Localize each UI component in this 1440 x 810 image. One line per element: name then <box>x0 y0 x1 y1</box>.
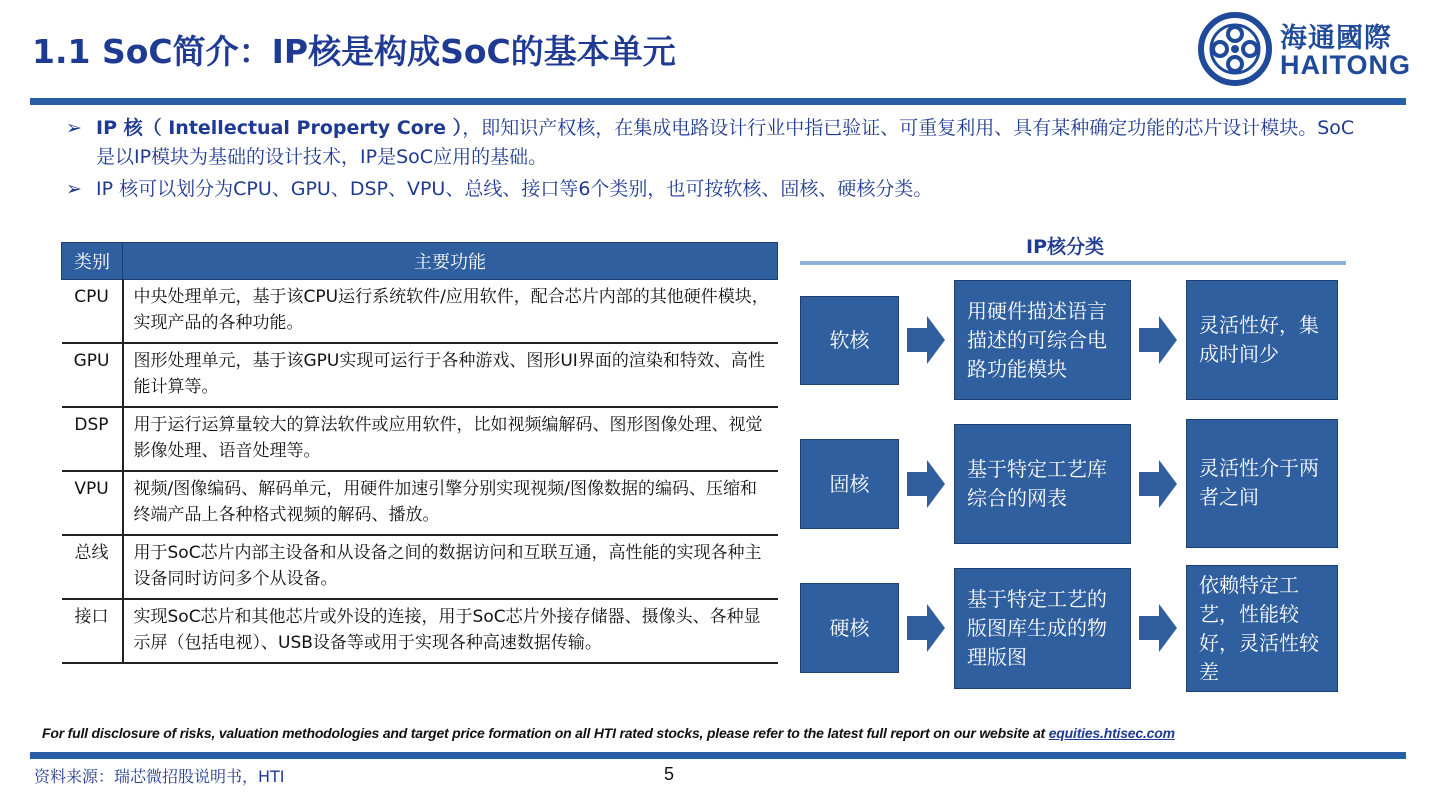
bullet-arrow-icon: ➢ <box>66 178 82 200</box>
table-row <box>62 599 778 663</box>
logo-text-cn: 海通國際 <box>1280 23 1392 54</box>
header-divider <box>30 98 1406 105</box>
table-row <box>62 535 778 599</box>
right-arrow-icon <box>907 604 945 652</box>
table-row <box>62 343 778 407</box>
ip-method-box: 用硬件描述语言描述的可综合电路功能模块 <box>954 280 1131 400</box>
ip-method-box: 基于特定工艺库综合的网表 <box>954 424 1131 544</box>
ip-trait-box: 灵活性介于两者之间 <box>1186 419 1338 548</box>
ip-type-box: 软核 <box>800 296 899 385</box>
ip-trait-box: 依赖特定工艺，性能较好，灵活性较差 <box>1186 565 1338 692</box>
disclaimer-text: For full disclosure of risks, valuation methodologies and target price formation on all HTI rated stocks, please refer to the latest full report on our website at <box>42 725 1049 741</box>
table-cell-category: VPU <box>62 471 123 535</box>
haitong-emblem-icon <box>1198 12 1274 86</box>
right-arrow-icon <box>1139 316 1177 364</box>
bullet-item <box>66 114 1366 172</box>
right-arrow-icon <box>1139 460 1177 508</box>
table-cell-description: 用于运行运算量较大的算法软件或应用软件，比如视频编解码、图形图像处理、视觉影像处理、语音处理等。 <box>123 407 778 471</box>
bullet-item <box>66 175 1366 204</box>
table-row <box>62 407 778 471</box>
ip-type-box: 硬核 <box>800 583 899 673</box>
table-header-category: 类别 <box>62 243 123 280</box>
haitong-logo <box>1198 12 1410 86</box>
right-arrow-icon <box>1139 604 1177 652</box>
source-note: 资料来源：瑞芯微招股说明书，HTI <box>34 767 285 786</box>
logo-text-en: HAITONG <box>1280 50 1412 80</box>
ip-trait-box: 灵活性好，集成时间少 <box>1186 280 1338 400</box>
bullet-bold-text: IP 核（ Intellectual Property Core ） <box>96 117 463 139</box>
bullet-arrow-icon: ➢ <box>66 117 82 139</box>
ip-category-table <box>61 242 778 664</box>
table-cell-description: 图形处理单元，基于该GPU实现可运行于各种游戏、图形UI界面的渲染和特效、高性能计算等。 <box>123 343 778 407</box>
diagram-title: IP核分类 <box>1026 236 1104 258</box>
table-cell-description: 视频/图像编码、解码单元，用硬件加速引擎分别实现视频/图像数据的编码、压缩和终端产品上各种格式视频的解码、播放。 <box>123 471 778 535</box>
table-cell-description: 用于SoC芯片内部主设备和从设备之间的数据访问和互联互通，高性能的实现各种主设备同时访问多个从设备。 <box>123 535 778 599</box>
page-number: 5 <box>664 764 675 784</box>
diagram-title-underline <box>800 261 1346 265</box>
ip-method-box: 基于特定工艺的版图库生成的物理版图 <box>954 568 1131 689</box>
bullet-list <box>66 114 1366 204</box>
bullet-text: ，即知识产权核，在集成电路设计行业中指已验证、可重复利用、具有某种确定功能的芯片设计模块。SoC是以IP模块为基础的设计技术，IP是SoC应用的基础。 <box>96 117 1355 168</box>
table-cell-description: 中央处理单元，基于该CPU运行系统软件/应用软件，配合芯片内部的其他硬件模块，实现产品的各种功能。 <box>123 280 778 344</box>
table-cell-category: 接口 <box>62 599 123 663</box>
table-cell-category: GPU <box>62 343 123 407</box>
page-title: 1.1 SoC简介：IP核是构成SoC的基本单元 <box>32 32 676 71</box>
table-header-function: 主要功能 <box>123 243 778 280</box>
table-cell-category: DSP <box>62 407 123 471</box>
table-cell-description: 实现SoC芯片和其他芯片或外设的连接，用于SoC芯片外接存储器、摄像头、各种显示屏（包括电视）、USB设备等或用于实现各种高速数据传输。 <box>123 599 778 663</box>
table-row <box>62 471 778 535</box>
table-header-row <box>62 243 778 280</box>
table-row <box>62 280 778 344</box>
website-link[interactable]: equities.htisec.com <box>1048 725 1175 741</box>
right-arrow-icon <box>907 460 945 508</box>
ip-type-box: 固核 <box>800 439 899 529</box>
footer-divider <box>30 752 1406 759</box>
table-cell-category: CPU <box>62 280 123 344</box>
bullet-text: IP 核可以划分为CPU、GPU、DSP、VPU、总线、接口等6个类别，也可按软核、固核、硬核分类。 <box>96 178 933 200</box>
disclaimer <box>42 725 1175 741</box>
right-arrow-icon <box>907 316 945 364</box>
table-cell-category: 总线 <box>62 535 123 599</box>
